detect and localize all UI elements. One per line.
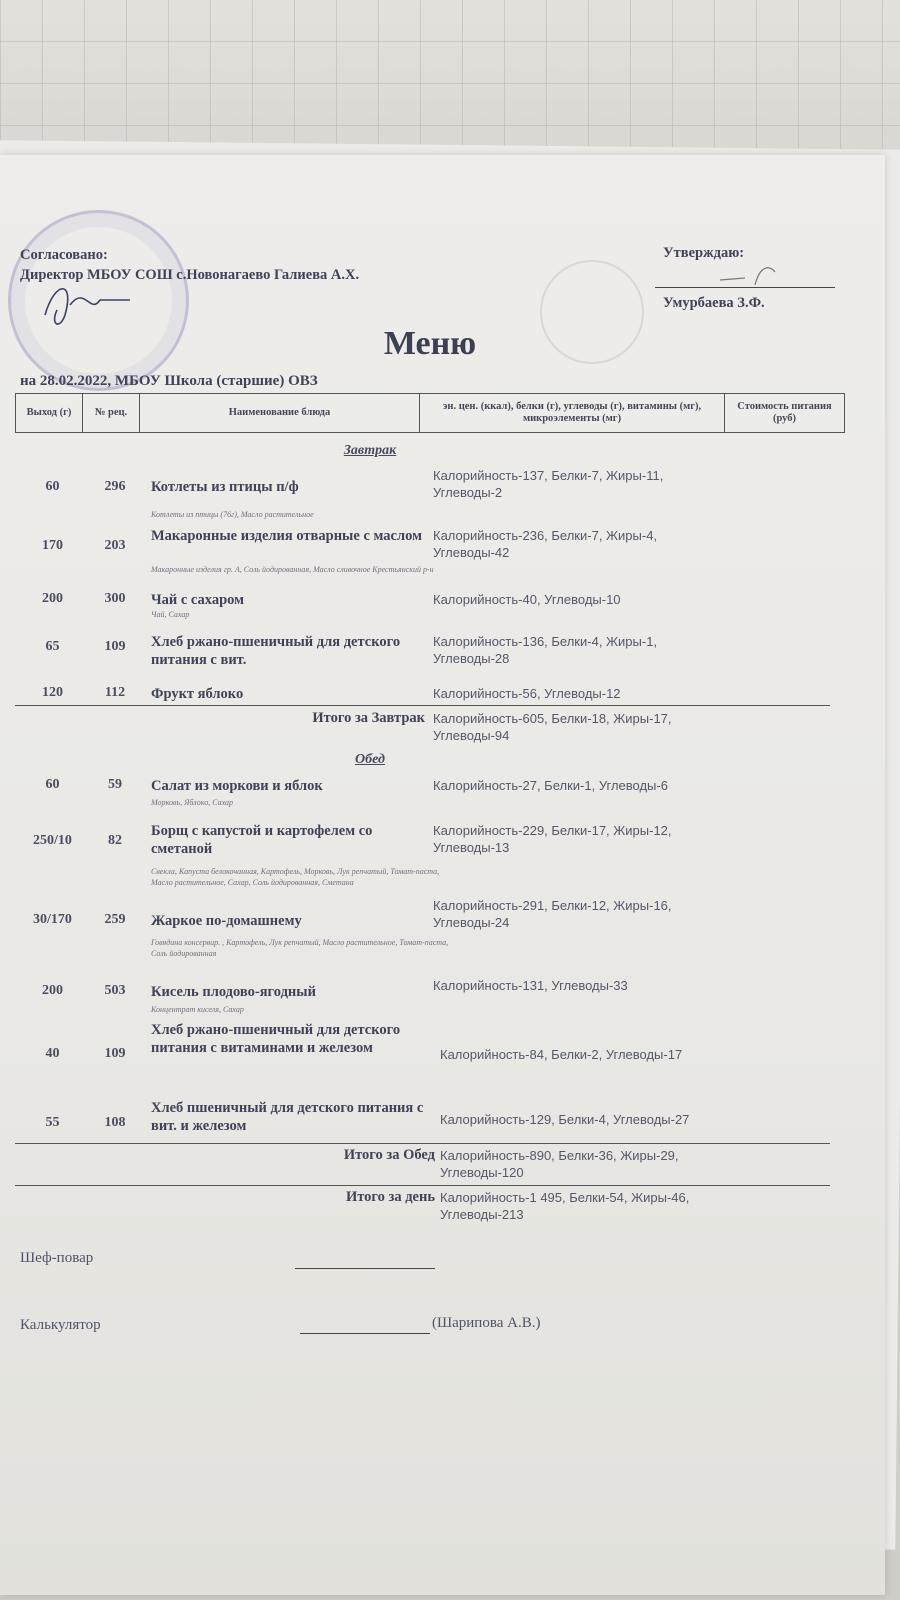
dish-composition: Свекла, Капуста белокочанная, Картофель, Морковь, Лук репчатый, Томат-паста, Масло растительное, Сахар, Соль йодированная, Сметана	[151, 867, 440, 887]
recipe-number: 300	[104, 591, 126, 606]
lunch-total-label: Итого за Обед	[343, 1147, 435, 1163]
recipe-number: 259	[104, 912, 126, 927]
director-line: Директор МБОУ СОШ с.Новонагаево Галиева А.Х.	[20, 267, 360, 283]
dish-nutrition: Калорийность-40, Углеводы-10	[433, 592, 621, 607]
recipe-number: 503	[104, 983, 126, 998]
col-dish-name: Наименование блюда	[140, 394, 420, 433]
output-value: 40	[45, 1046, 60, 1061]
day-total-value: Калорийность-1 495, Белки-54, Жиры-46, Углеводы-213	[440, 1190, 690, 1222]
section-lunch: Обед	[355, 752, 385, 767]
dish-nutrition: Калорийность-27, Белки-1, Углеводы-6	[433, 778, 668, 793]
output-value: 30/170	[33, 912, 72, 927]
approve-label: Утверждаю:	[663, 245, 745, 261]
recipe-number: 108	[104, 1115, 126, 1130]
dish-name: Фрукт яблоко	[151, 686, 244, 702]
approver-name: Умурбаева З.Ф.	[663, 295, 765, 311]
col-cost: Стоимость питания (руб)	[725, 394, 845, 433]
recipe-number: 82	[108, 833, 122, 848]
day-total-label: Итого за день	[345, 1189, 435, 1205]
dish-composition: Морковь, Яблоко, Сахар	[151, 798, 234, 807]
recipe-number: 59	[108, 777, 122, 792]
output-value: 120	[42, 685, 63, 700]
menu-date-line: на 28.02.2022, МБОУ Школа (старшие) ОВЗ	[20, 373, 318, 389]
dish-composition: Говядина консервир. , Картофель, Лук репчатый, Масло растительное, Томат-паста, Соль йодированная	[151, 938, 449, 958]
dish-nutrition: Калорийность-236, Белки-7, Жиры-4, Углеводы-42	[433, 528, 658, 560]
dish-name: Жаркое по-домашнему	[151, 913, 302, 929]
divider	[15, 705, 830, 706]
dish-name: Хлеб пшеничный для детского питания с вит. и железом	[151, 1100, 424, 1134]
dish-name: Салат из моркови и яблок	[151, 778, 323, 794]
dish-composition: Котлеты из птицы (76г), Масло растительное	[151, 510, 314, 519]
calculator-name: (Шарипова А.В.)	[432, 1315, 541, 1331]
output-value: 170	[42, 538, 63, 553]
output-value: 55	[45, 1115, 60, 1130]
dish-nutrition: Калорийность-129, Белки-4, Углеводы-27	[440, 1112, 690, 1127]
dish-composition: Макаронные изделия гр. А, Соль йодированная, Масло сливочное Крестьянский р-н	[151, 565, 434, 574]
dish-nutrition: Калорийность-136, Белки-4, Жиры-1, Углеводы-28	[433, 634, 658, 666]
breakfast-total-label: Итого за Завтрак	[312, 710, 425, 726]
recipe-number: 296	[104, 479, 126, 494]
recipe-number: 112	[104, 685, 126, 700]
dish-name: Хлеб ржано-пшеничный для детского питания с вит.	[151, 634, 401, 668]
col-nutrition: эн. цен. (ккал), белки (г), углеводы (г), витамины (мг), микроэлементы (мг)	[420, 394, 725, 433]
calculator-signature-line	[300, 1333, 430, 1334]
dish-name: Макаронные изделия отварные с маслом	[151, 528, 422, 544]
output-value: 200	[42, 983, 63, 998]
page-title: Меню	[383, 325, 477, 362]
dish-composition: Чай, Сахар	[151, 610, 190, 619]
lunch-total-value: Калорийность-890, Белки-36, Жиры-29, Углеводы-120	[440, 1148, 679, 1180]
output-value: 250/10	[33, 833, 72, 848]
dish-composition: Концентрат киселя, Сахар	[151, 1005, 244, 1014]
approver-signature	[715, 260, 785, 290]
recipe-number: 109	[104, 639, 126, 654]
dish-name: Хлеб ржано-пшеничный для детского питания с витаминами и железом	[151, 1022, 401, 1056]
output-value: 60	[45, 777, 60, 792]
chef-signature-line	[295, 1268, 435, 1269]
divider	[15, 1143, 830, 1144]
approved-label: Согласовано:	[20, 247, 108, 263]
dish-name: Чай с сахаром	[151, 592, 245, 608]
dish-name: Кисель плодово-ягодный	[151, 984, 316, 1000]
dish-nutrition: Калорийность-137, Белки-7, Жиры-11, Углеводы-2	[433, 468, 664, 500]
background-tiles	[0, 0, 900, 150]
approver-signature-line	[655, 287, 835, 288]
output-value: 60	[45, 479, 60, 494]
col-output: Выход (г)	[16, 394, 83, 433]
breakfast-total-value: Калорийность-605, Белки-18, Жиры-17, Углеводы-94	[433, 711, 672, 743]
dish-name: Котлеты из птицы п/ф	[151, 479, 299, 495]
dish-name: Борщ с капустой и картофелем со сметаной	[151, 823, 373, 857]
col-recipe: № рец.	[83, 394, 140, 433]
dish-nutrition: Калорийность-291, Белки-12, Жиры-16, Углеводы-24	[433, 898, 672, 930]
menu-sheet	[0, 155, 885, 1595]
section-breakfast: Завтрак	[343, 443, 397, 458]
dish-nutrition: Калорийность-131, Углеводы-33	[433, 978, 628, 993]
recipe-number: 109	[104, 1046, 126, 1061]
recipe-number: 203	[104, 538, 126, 553]
dish-nutrition: Калорийность-229, Белки-17, Жиры-12, Углеводы-13	[433, 823, 672, 855]
output-value: 65	[45, 639, 60, 654]
calculator-label: Калькулятор	[20, 1317, 101, 1333]
divider	[15, 1185, 830, 1186]
chef-label: Шеф-повар	[20, 1250, 94, 1266]
dish-nutrition: Калорийность-84, Белки-2, Углеводы-17	[440, 1047, 683, 1062]
menu-table-header	[15, 393, 845, 433]
output-value: 200	[42, 591, 63, 606]
dish-nutrition: Калорийность-56, Углеводы-12	[433, 686, 621, 701]
